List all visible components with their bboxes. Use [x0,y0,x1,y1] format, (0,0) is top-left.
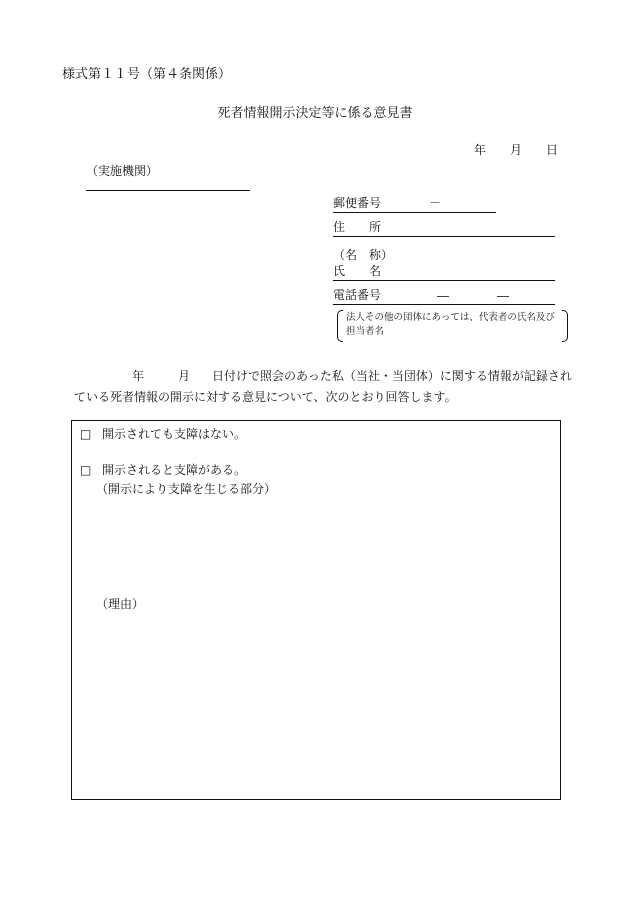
recipient-agency-label: （実施機関） [86,164,159,178]
option-no-hindrance-label: 開示されても支障はない。 [102,427,247,441]
option-hindrance[interactable] [80,461,246,478]
reason-label: （理由） [96,597,145,611]
postal-code-label: 郵便番号 [333,196,382,210]
address-label: 住 所 [333,220,382,234]
postal-code-field[interactable] [333,196,496,213]
note-bracket-left [337,310,343,342]
date-day-label: 日 [546,143,559,157]
statement-year-label: 年 [132,369,145,383]
date-year-label: 年 [474,143,487,157]
document-title: 死者情報開示決定等に係る意見書 [217,106,413,121]
representative-note-text: 法人その他の団体にあっては、代表者の氏名及び担当者名 [346,312,555,337]
option-hindrance-label: 開示されると支障がある。 [102,463,247,477]
statement-paragraph [74,366,574,408]
checkbox-icon[interactable]: □ [80,427,92,441]
phone-label: 電話番号 [333,288,382,302]
checkbox-icon[interactable]: □ [80,463,92,477]
name-label: 氏 名 [333,264,382,278]
affected-part-label: （開示により支障を生じる部分） [96,482,277,496]
statement-month-label: 月 [178,369,191,383]
note-bracket-right [562,310,568,342]
address-field[interactable] [333,220,555,237]
phone-dash-2: ― [497,289,509,303]
response-box [71,420,561,800]
date-line [474,141,558,158]
name-field[interactable] [333,264,555,281]
statement-text: 日付けで照会のあった私（当社・当団体）に関する情報が記録されている死者情報の開示に対する意見について、次のとおり回答します。 [74,369,572,404]
phone-field[interactable] [333,288,555,305]
date-month-label: 月 [510,143,523,157]
representative-note [340,311,562,341]
recipient-agency-line[interactable] [86,190,250,191]
postal-code-dash: － [429,196,442,210]
form-number: 様式第１１号（第４条関係） [62,67,232,82]
org-name-label: （名 称） [333,248,394,262]
option-no-hindrance[interactable] [80,425,246,442]
phone-dash-1: ― [437,289,449,303]
